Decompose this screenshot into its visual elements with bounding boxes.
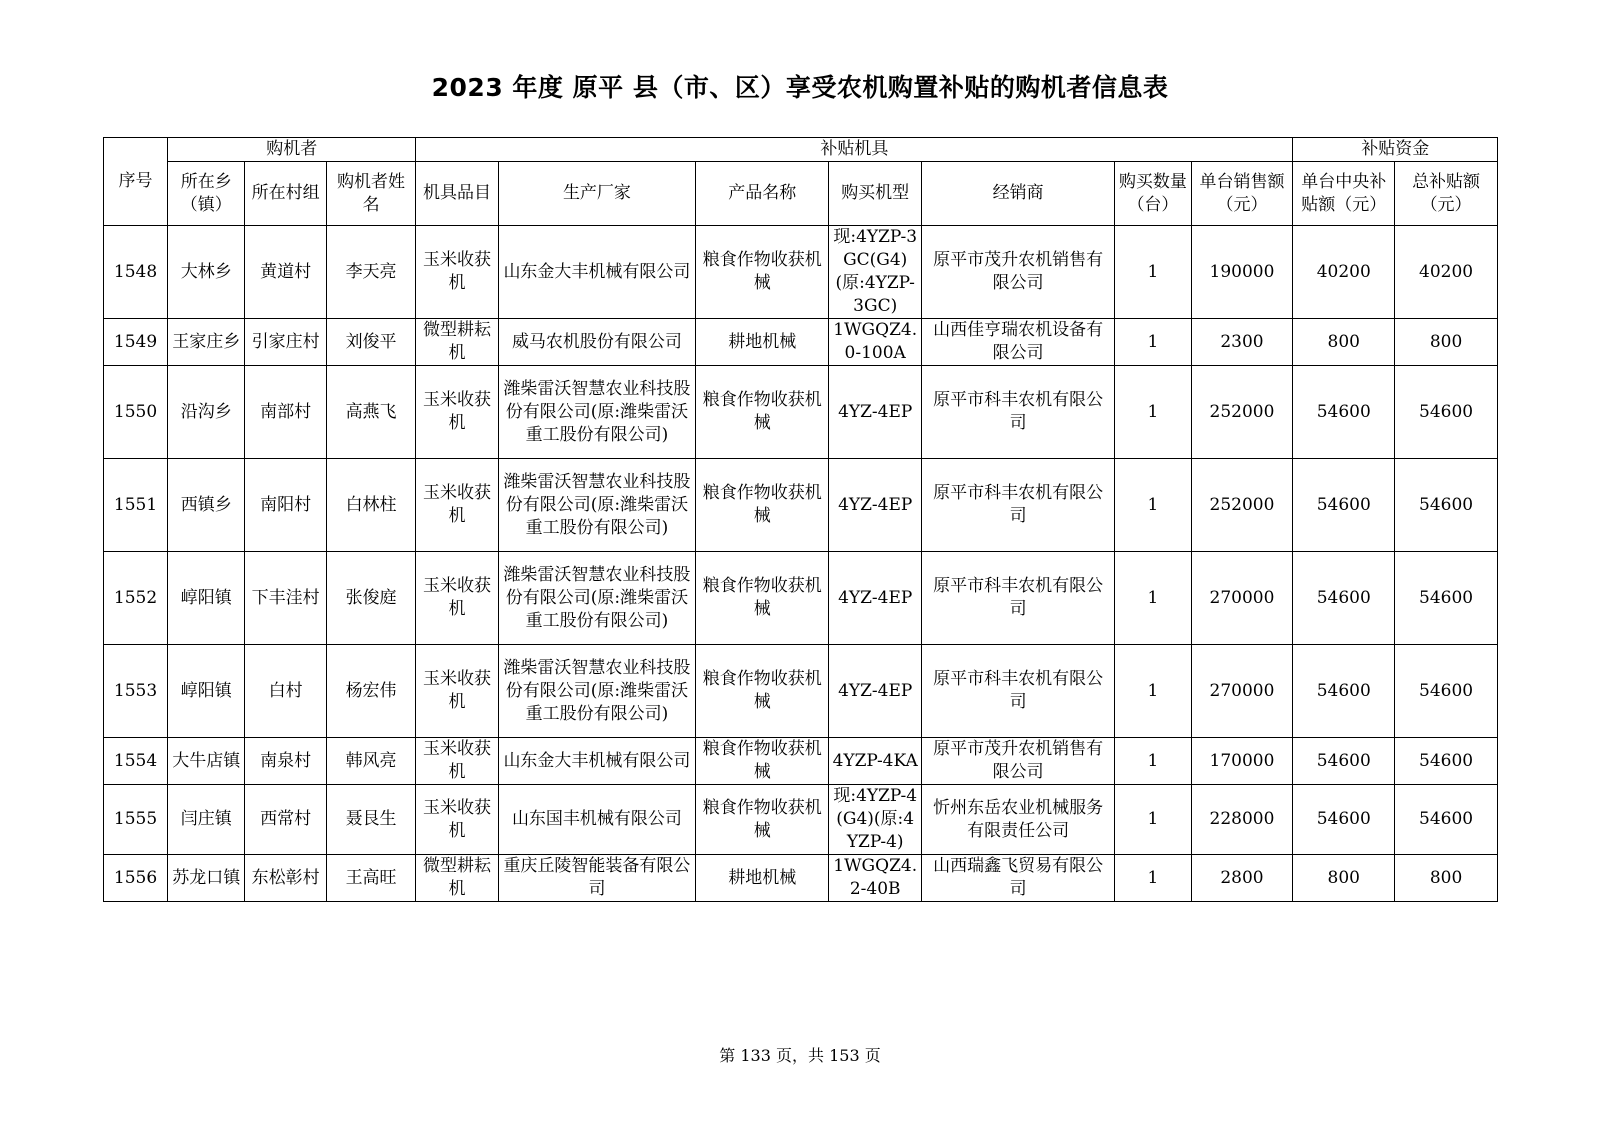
cell-unit-price: 2300 xyxy=(1191,319,1293,366)
cell-unit-price: 252000 xyxy=(1191,459,1293,552)
cell-manufacturer: 潍柴雷沃智慧农业科技股份有限公司(原:潍柴雷沃重工股份有限公司) xyxy=(498,459,695,552)
page-title: 2023 年度 原平 县（市、区）享受农机购置补贴的购机者信息表 xyxy=(431,73,1169,102)
cell-qty: 1 xyxy=(1115,226,1191,319)
cell-buyer-name: 韩风亮 xyxy=(326,738,416,785)
cell-town: 崞阳镇 xyxy=(168,645,245,738)
cell-unit-price: 270000 xyxy=(1191,552,1293,645)
cell-manufacturer: 山东金大丰机械有限公司 xyxy=(498,226,695,319)
cell-central-subsidy: 800 xyxy=(1293,319,1395,366)
cell-central-subsidy: 40200 xyxy=(1293,226,1395,319)
cell-total-subsidy: 800 xyxy=(1395,319,1498,366)
cell-total-subsidy: 54600 xyxy=(1395,366,1498,459)
cell-central-subsidy: 54600 xyxy=(1293,785,1395,855)
cell-seq: 1551 xyxy=(104,459,168,552)
cell-category: 玉米收获机 xyxy=(416,645,498,738)
cell-total-subsidy: 54600 xyxy=(1395,738,1498,785)
header-town: 所在乡（镇） xyxy=(168,162,245,226)
header-dealer: 经销商 xyxy=(921,162,1114,226)
cell-total-subsidy: 800 xyxy=(1395,855,1498,902)
cell-unit-price: 190000 xyxy=(1191,226,1293,319)
header-qty: 购买数量（台） xyxy=(1115,162,1191,226)
cell-dealer: 原平市科丰农机有限公司 xyxy=(921,552,1114,645)
cell-total-subsidy: 40200 xyxy=(1395,226,1498,319)
cell-product: 粮食作物收获机械 xyxy=(696,226,829,319)
cell-unit-price: 228000 xyxy=(1191,785,1293,855)
cell-village: 南泉村 xyxy=(245,738,326,785)
cell-dealer: 山西佳亨瑞农机设备有限公司 xyxy=(921,319,1114,366)
cell-product: 粮食作物收获机械 xyxy=(696,785,829,855)
table-row xyxy=(104,645,1498,738)
cell-central-subsidy: 54600 xyxy=(1293,459,1395,552)
cell-manufacturer: 山东国丰机械有限公司 xyxy=(498,785,695,855)
cell-total-subsidy: 54600 xyxy=(1395,552,1498,645)
cell-buyer-name: 李天亮 xyxy=(326,226,416,319)
cell-dealer: 山西瑞鑫飞贸易有限公司 xyxy=(921,855,1114,902)
cell-unit-price: 2800 xyxy=(1191,855,1293,902)
cell-buyer-name: 杨宏伟 xyxy=(326,645,416,738)
cell-buyer-name: 张俊庭 xyxy=(326,552,416,645)
cell-dealer: 原平市科丰农机有限公司 xyxy=(921,645,1114,738)
header-central-subsidy: 单台中央补贴额（元） xyxy=(1293,162,1395,226)
cell-model: 1WGQZ4.0-100A xyxy=(829,319,922,366)
cell-dealer: 原平市科丰农机有限公司 xyxy=(921,366,1114,459)
cell-central-subsidy: 800 xyxy=(1293,855,1395,902)
cell-total-subsidy: 54600 xyxy=(1395,645,1498,738)
cell-town: 苏龙口镇 xyxy=(168,855,245,902)
cell-model: 现:4YZP-4(G4)(原:4YZP-4) xyxy=(829,785,922,855)
cell-town: 闫庄镇 xyxy=(168,785,245,855)
cell-unit-price: 252000 xyxy=(1191,366,1293,459)
cell-qty: 1 xyxy=(1115,459,1191,552)
cell-seq: 1552 xyxy=(104,552,168,645)
cell-town: 西镇乡 xyxy=(168,459,245,552)
cell-seq: 1554 xyxy=(104,738,168,785)
cell-town: 沿沟乡 xyxy=(168,366,245,459)
buyer-info-table xyxy=(103,137,1498,902)
cell-manufacturer: 威马农机股份有限公司 xyxy=(498,319,695,366)
cell-qty: 1 xyxy=(1115,785,1191,855)
cell-qty: 1 xyxy=(1115,366,1191,459)
cell-model: 4YZ-4EP xyxy=(829,645,922,738)
cell-category: 微型耕耘机 xyxy=(416,319,498,366)
cell-total-subsidy: 54600 xyxy=(1395,785,1498,855)
header-product: 产品名称 xyxy=(696,162,829,226)
cell-product: 耕地机械 xyxy=(696,855,829,902)
page-footer: 第 133 页，共 153 页 xyxy=(719,1046,881,1065)
cell-product: 粮食作物收获机械 xyxy=(696,552,829,645)
cell-village: 引家庄村 xyxy=(245,319,326,366)
header-total-subsidy: 总补贴额（元） xyxy=(1395,162,1498,226)
cell-product: 粮食作物收获机械 xyxy=(696,366,829,459)
cell-central-subsidy: 54600 xyxy=(1293,552,1395,645)
cell-qty: 1 xyxy=(1115,645,1191,738)
table-row xyxy=(104,785,1498,855)
cell-seq: 1556 xyxy=(104,855,168,902)
cell-seq: 1549 xyxy=(104,319,168,366)
cell-product: 粮食作物收获机械 xyxy=(696,645,829,738)
cell-model: 4YZP-4KA xyxy=(829,738,922,785)
cell-qty: 1 xyxy=(1115,319,1191,366)
header-manufacturer: 生产厂家 xyxy=(498,162,695,226)
cell-central-subsidy: 54600 xyxy=(1293,645,1395,738)
cell-dealer: 原平市茂升农机销售有限公司 xyxy=(921,738,1114,785)
cell-model: 4YZ-4EP xyxy=(829,366,922,459)
cell-category: 玉米收获机 xyxy=(416,226,498,319)
cell-model: 现:4YZP-3GC(G4)(原:4YZP-3GC) xyxy=(829,226,922,319)
cell-category: 玉米收获机 xyxy=(416,738,498,785)
cell-category: 玉米收获机 xyxy=(416,552,498,645)
cell-unit-price: 270000 xyxy=(1191,645,1293,738)
table-row xyxy=(104,459,1498,552)
table-row xyxy=(104,552,1498,645)
cell-seq: 1555 xyxy=(104,785,168,855)
cell-category: 玉米收获机 xyxy=(416,785,498,855)
cell-product: 耕地机械 xyxy=(696,319,829,366)
cell-manufacturer: 山东金大丰机械有限公司 xyxy=(498,738,695,785)
cell-village: 黄道村 xyxy=(245,226,326,319)
header-group-buyer: 购机者 xyxy=(168,138,416,162)
cell-category: 玉米收获机 xyxy=(416,459,498,552)
cell-village: 东松彰村 xyxy=(245,855,326,902)
cell-dealer: 原平市茂升农机销售有限公司 xyxy=(921,226,1114,319)
header-category: 机具品目 xyxy=(416,162,498,226)
cell-qty: 1 xyxy=(1115,552,1191,645)
cell-seq: 1553 xyxy=(104,645,168,738)
cell-buyer-name: 王高旺 xyxy=(326,855,416,902)
table-row xyxy=(104,366,1498,459)
header-group-machine: 补贴机具 xyxy=(416,138,1293,162)
header-model: 购买机型 xyxy=(829,162,922,226)
header-seq: 序号 xyxy=(104,138,168,226)
cell-manufacturer: 潍柴雷沃智慧农业科技股份有限公司(原:潍柴雷沃重工股份有限公司) xyxy=(498,366,695,459)
cell-town: 王家庄乡 xyxy=(168,319,245,366)
cell-manufacturer: 潍柴雷沃智慧农业科技股份有限公司(原:潍柴雷沃重工股份有限公司) xyxy=(498,552,695,645)
cell-town: 大林乡 xyxy=(168,226,245,319)
cell-category: 玉米收获机 xyxy=(416,366,498,459)
cell-model: 4YZ-4EP xyxy=(829,459,922,552)
cell-qty: 1 xyxy=(1115,738,1191,785)
cell-central-subsidy: 54600 xyxy=(1293,738,1395,785)
cell-buyer-name: 高燕飞 xyxy=(326,366,416,459)
cell-seq: 1548 xyxy=(104,226,168,319)
table-row xyxy=(104,226,1498,319)
cell-village: 下丰洼村 xyxy=(245,552,326,645)
cell-dealer: 原平市科丰农机有限公司 xyxy=(921,459,1114,552)
cell-total-subsidy: 54600 xyxy=(1395,459,1498,552)
cell-buyer-name: 刘俊平 xyxy=(326,319,416,366)
table-row xyxy=(104,319,1498,366)
table-row xyxy=(104,855,1498,902)
cell-dealer: 忻州东岳农业机械服务有限责任公司 xyxy=(921,785,1114,855)
cell-category: 微型耕耘机 xyxy=(416,855,498,902)
cell-qty: 1 xyxy=(1115,855,1191,902)
cell-model: 4YZ-4EP xyxy=(829,552,922,645)
cell-unit-price: 170000 xyxy=(1191,738,1293,785)
header-group-fund: 补贴资金 xyxy=(1293,138,1498,162)
cell-seq: 1550 xyxy=(104,366,168,459)
header-village: 所在村组 xyxy=(245,162,326,226)
table-body xyxy=(104,226,1498,902)
cell-town: 大牛店镇 xyxy=(168,738,245,785)
cell-town: 崞阳镇 xyxy=(168,552,245,645)
cell-central-subsidy: 54600 xyxy=(1293,366,1395,459)
cell-village: 西常村 xyxy=(245,785,326,855)
cell-product: 粮食作物收获机械 xyxy=(696,738,829,785)
cell-buyer-name: 白林柱 xyxy=(326,459,416,552)
cell-model: 1WGQZ4.2-40B xyxy=(829,855,922,902)
cell-village: 南部村 xyxy=(245,366,326,459)
cell-manufacturer: 重庆丘陵智能装备有限公司 xyxy=(498,855,695,902)
cell-product: 粮食作物收获机械 xyxy=(696,459,829,552)
cell-village: 南阳村 xyxy=(245,459,326,552)
header-buyer-name: 购机者姓名 xyxy=(326,162,416,226)
table-row xyxy=(104,738,1498,785)
cell-village: 白村 xyxy=(245,645,326,738)
header-unit-price: 单台销售额（元） xyxy=(1191,162,1293,226)
cell-buyer-name: 聂艮生 xyxy=(326,785,416,855)
cell-manufacturer: 潍柴雷沃智慧农业科技股份有限公司(原:潍柴雷沃重工股份有限公司) xyxy=(498,645,695,738)
